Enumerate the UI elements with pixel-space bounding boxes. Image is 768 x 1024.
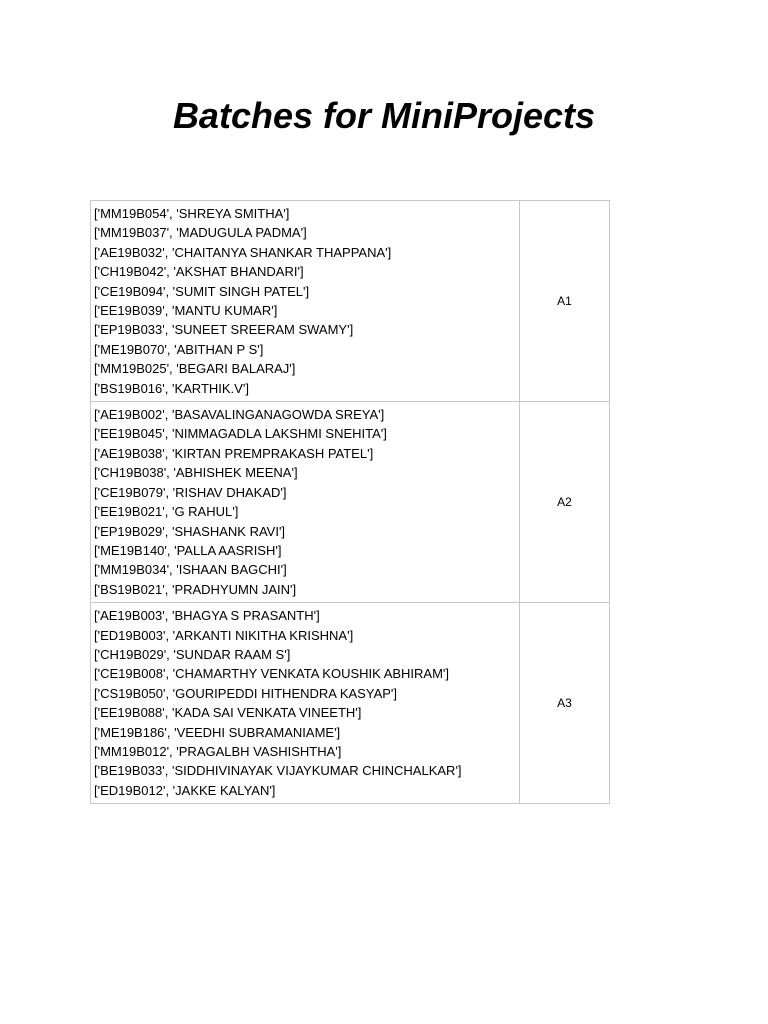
batch-members-cell <box>91 402 520 603</box>
list-item: ['MM19B012', 'PRAGALBH VASHISHTHA'] <box>94 743 342 759</box>
list-item: ['ED19B012', 'JAKKE KALYAN'] <box>94 782 276 798</box>
list-item: ['BS19B016', 'KARTHIK.V'] <box>94 380 249 396</box>
list-item: ['EP19B029', 'SHASHANK RAVI'] <box>94 523 286 539</box>
list-item: ['CS19B050', 'GOURIPEDDI HITHENDRA KASYAP'] <box>94 685 397 701</box>
list-item: ['MM19B037', 'MADUGULA PADMA'] <box>94 225 307 241</box>
list-item: ['ME19B070', 'ABITHAN P S'] <box>94 341 264 357</box>
list-item: ['CE19B008', 'CHAMARTHY VENKATA KOUSHIK ABHIRAM'] <box>94 666 450 682</box>
batch-table <box>90 200 610 804</box>
list-item: ['CH19B029', 'SUNDAR RAAM S'] <box>94 646 291 662</box>
batch-label: A2 <box>520 402 610 603</box>
list-item: ['EE19B039', 'MANTU KUMAR'] <box>94 303 278 319</box>
list-item: ['EP19B033', 'SUNEET SREERAM SWAMY'] <box>94 322 354 338</box>
list-item: ['BS19B021', 'PRADHYUMN JAIN'] <box>94 581 297 597</box>
list-item: ['AE19B002', 'BASAVALINGANAGOWDA SREYA'] <box>94 407 385 423</box>
table-row <box>91 201 610 402</box>
list-item: ['CE19B079', 'RISHAV DHAKAD'] <box>94 484 287 500</box>
list-item: ['CH19B038', 'ABHISHEK MEENA'] <box>94 465 298 481</box>
list-item: ['MM19B054', 'SHREYA SMITHA'] <box>94 206 290 221</box>
list-item: ['ME19B140', 'PALLA AASRISH'] <box>94 542 282 558</box>
table-row <box>91 603 610 804</box>
batch-label: A1 <box>520 201 610 402</box>
page-title: Batches for MiniProjects <box>172 95 596 136</box>
list-item: ['EE19B088', 'KADA SAI VENKATA VINEETH'] <box>94 705 362 721</box>
list-item: ['ED19B003', 'ARKANTI NIKITHA KRISHNA'] <box>94 627 354 643</box>
batch-label: A3 <box>520 603 610 804</box>
list-item: ['AE19B038', 'KIRTAN PREMPRAKASH PATEL'] <box>94 445 374 461</box>
list-item: ['MM19B034', 'ISHAAN BAGCHI'] <box>94 562 287 578</box>
batch-members-cell <box>91 201 520 402</box>
list-item: ['BE19B033', 'SIDDHIVINAYAK VIJAYKUMAR CHINCHALKAR'] <box>94 763 462 779</box>
list-item: ['ME19B186', 'VEEDHI SUBRAMANIAME'] <box>94 724 341 740</box>
list-item: ['EE19B021', 'G RAHUL'] <box>94 504 239 520</box>
table-row <box>91 402 610 603</box>
list-item: ['AE19B032', 'CHAITANYA SHANKAR THAPPANA'] <box>94 244 392 260</box>
list-item: ['MM19B025', 'BEGARI BALARAJ'] <box>94 361 296 377</box>
list-item: ['AE19B003', 'BHAGYA S PRASANTH'] <box>94 608 320 624</box>
list-item: ['CE19B094', 'SUMIT SINGH PATEL'] <box>94 283 310 299</box>
list-item: ['EE19B045', 'NIMMAGADLA LAKSHMI SNEHITA'] <box>94 426 387 442</box>
list-item: ['CH19B042', 'AKSHAT BHANDARI'] <box>94 264 304 280</box>
batch-members-cell <box>91 603 520 804</box>
